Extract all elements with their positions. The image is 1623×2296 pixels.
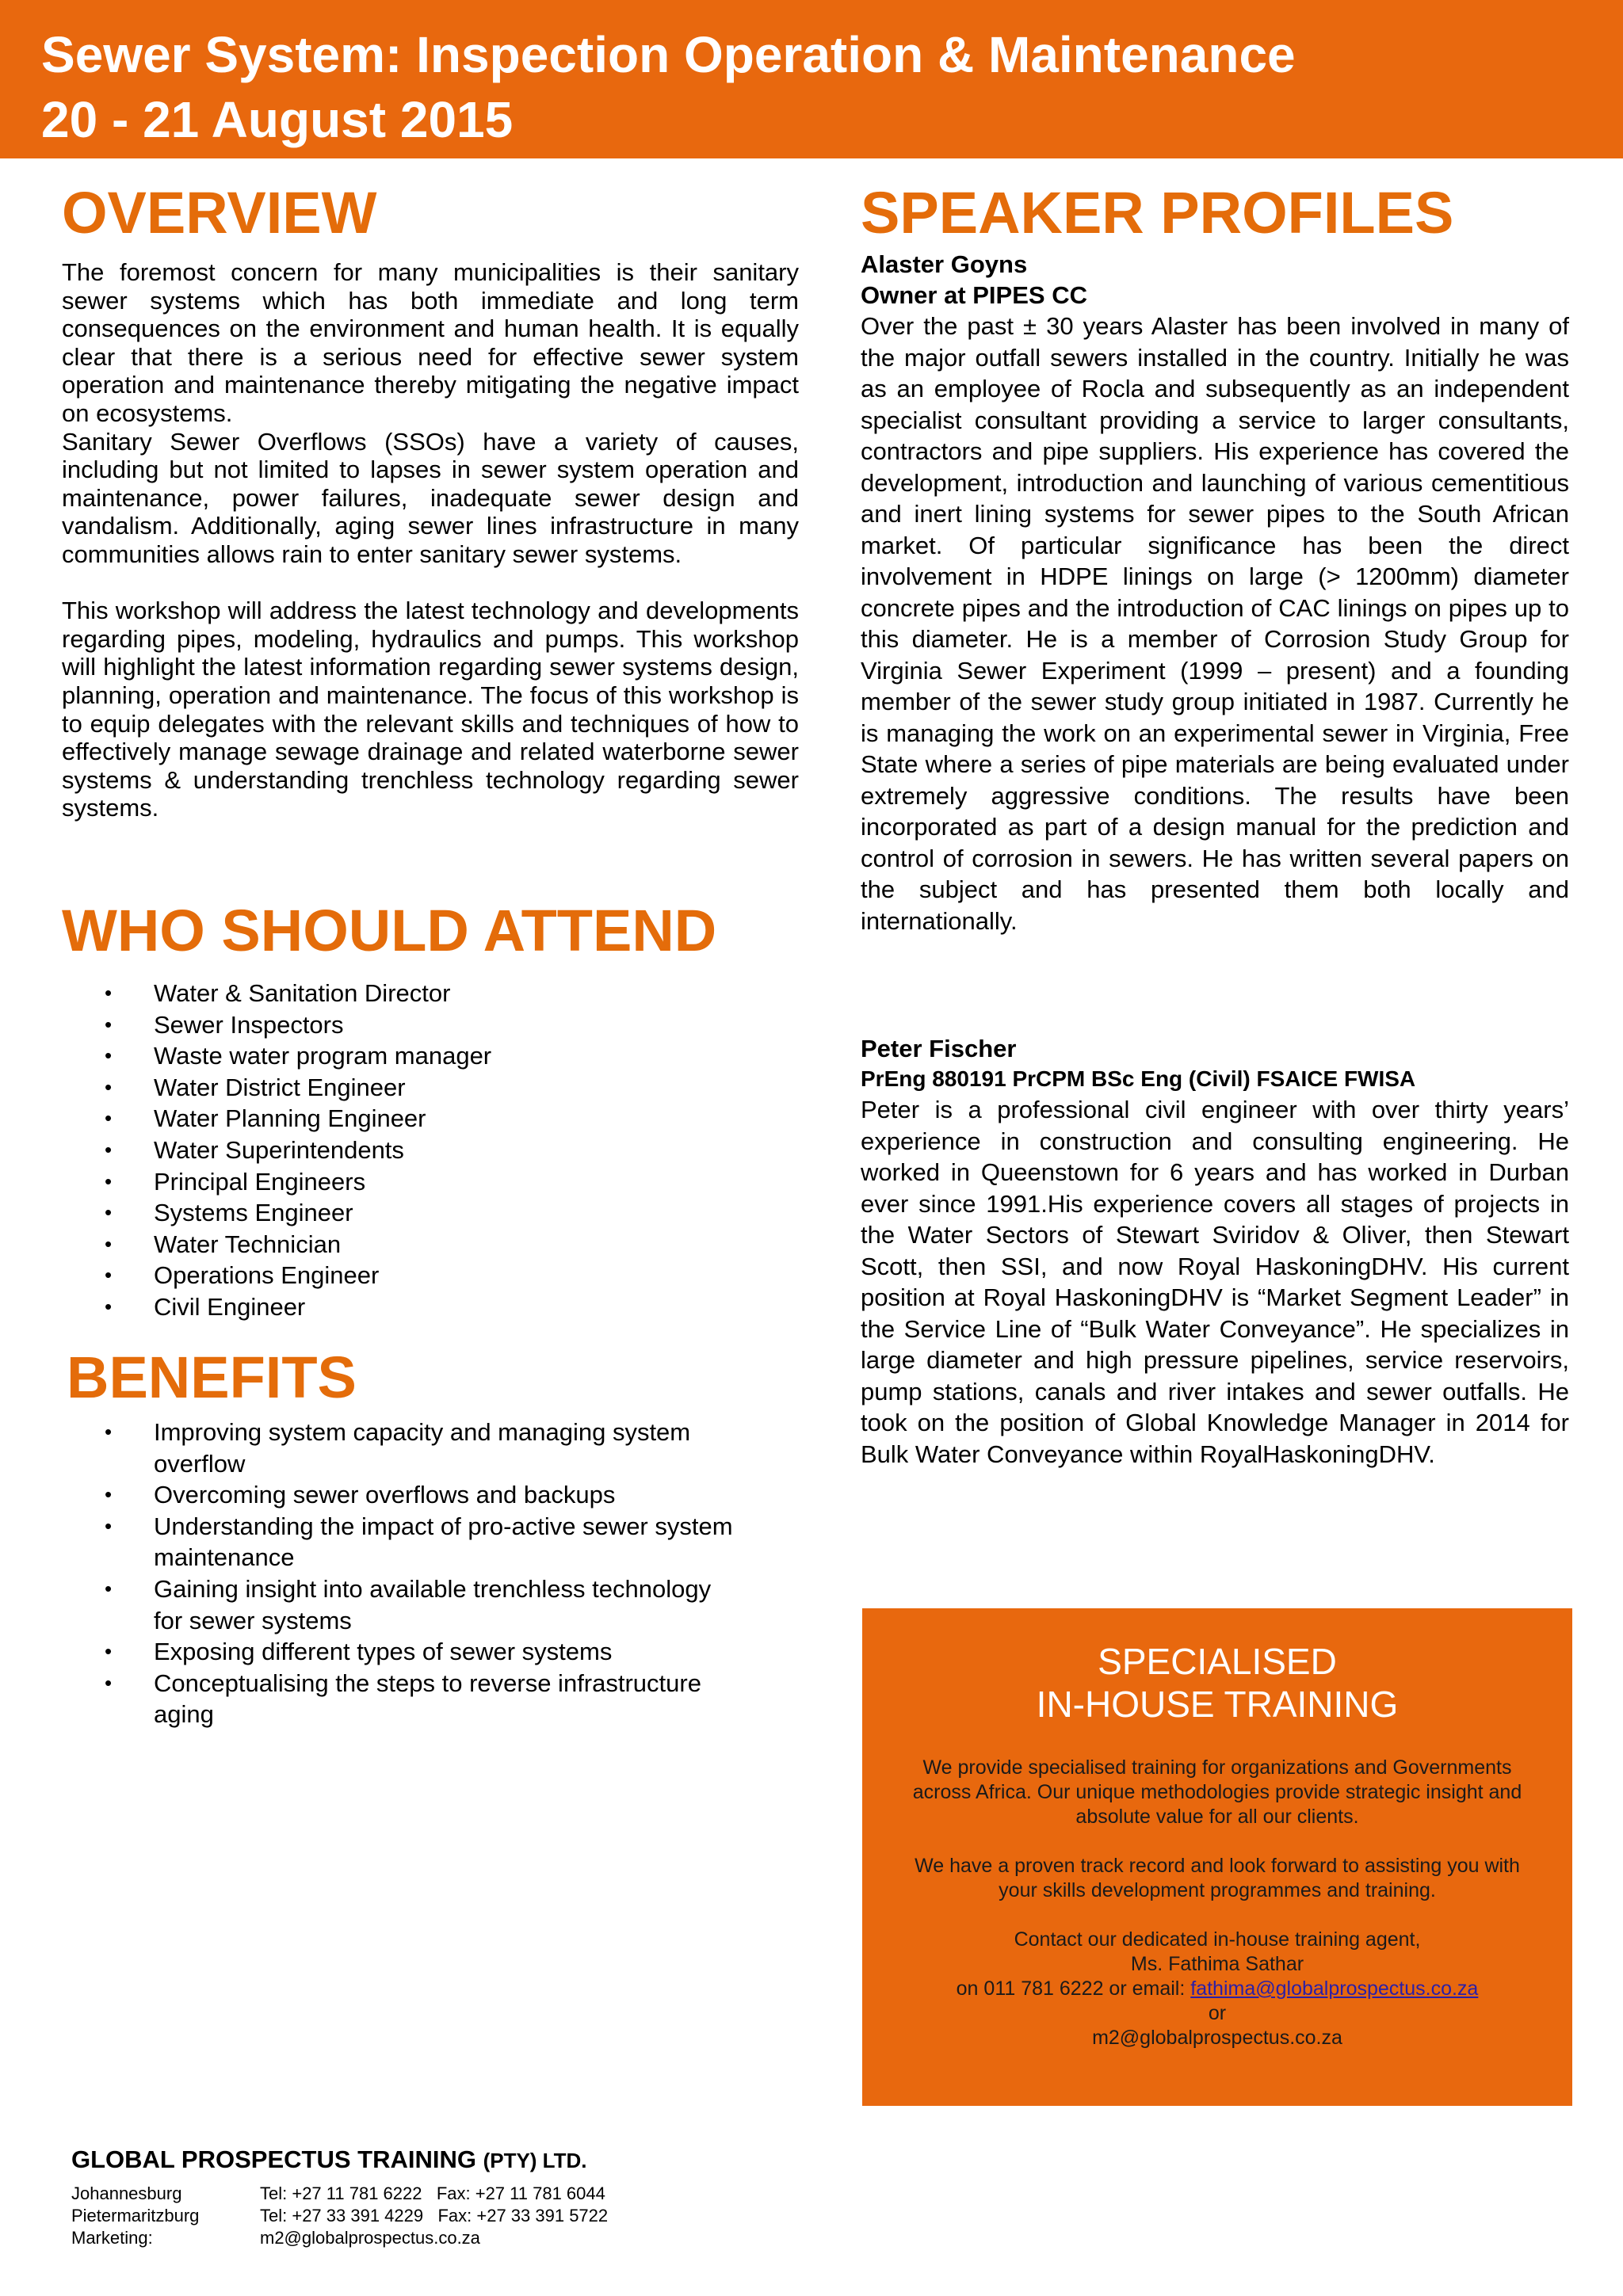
speaker-bio: Peter is a professional civil engineer with over thirty years’ experience in construction and consulting engineering. He worked in Queenstown for 6 years and has worked in Durban ever since 1991.His experience covers all stages of projects in the Water Sectors of Stewart Sviridov & Oliver, then Stewart Scott, then SSI, and now Royal HaskoningDHV. His current position at Royal HaskoningDHV is “Market Segment Leader” in the Service Line of “Bulk Water Conveyance”. He specializes in large diameter and high pressure pipelines, service reservoirs, pump stations, canals and river intakes and sewer outfalls. He took on the position of Global Knowledge Manager in 2014 for Bulk Water Conveyance within RoyalHaskoningDHV. <box>861 1096 1569 1468</box>
list-item: • Principal Engineers <box>62 1166 799 1198</box>
training-or: or <box>1208 2002 1227 2024</box>
event-title: Sewer System: Inspection Operation & Maintenance <box>41 26 1296 83</box>
speaker-bio: Over the past ± 30 years Alaster has been involved in many of the major outfall sewers installed in the country. Initially he was as an employee of Rocla and subsequently as an independent specialist consultant providing a service to larger consultants, contractors and pipe suppliers. His experience has covered the development, introduction and launching of various cementitious and inert lining systems for sewer pipes to the South African market. Of particular significance has been the direct involvement in HDPE linings on large (> 1200mm) diameter concrete pipes and the introduction of CAC linings on pipes up to this diameter. He is a member of Corrosion Study Group for Virginia Sewer Experiment (1999 – present) and a founding member of the sewer study group initiated in 1987. Currently he is managing the work on an experimental sewer in Virginia, Free State where a series of pipe materials are being evaluated under extremely aggressive conditions. The results have been incorporated as part of a design manual for the prediction and control of corrosion in sewers. He has written several papers on the subject and has presented them both locally and internationally. <box>861 312 1569 935</box>
speaker-1 <box>861 249 1569 936</box>
footer-row-johannesburg <box>71 2183 864 2205</box>
benefits-heading: BENEFITS <box>67 1344 357 1410</box>
training-title-line-2: IN-HOUSE TRAINING <box>1036 1684 1399 1725</box>
list-item: • Gaining insight into available trenchless technology for sewer systems <box>62 1573 775 1636</box>
training-email-2: m2@globalprospectus.co.za <box>1092 2027 1342 2049</box>
list-item: • Water District Engineer <box>62 1072 799 1104</box>
speaker-2 <box>861 1033 1569 1470</box>
list-item: • Water Planning Engineer <box>62 1103 799 1135</box>
training-email-link[interactable]: fathima@globalprospectus.co.za <box>1190 1978 1479 2000</box>
training-contact-phone: on 011 781 6222 or email: <box>956 1978 1191 2000</box>
speakers-heading: SPEAKER PROFILES <box>861 180 1454 246</box>
speaker-name: Peter Fischer <box>861 1035 1017 1062</box>
footer <box>71 2144 864 2249</box>
overview-paragraph-1: The foremost concern for many municipalities is their sanitary sewer systems which has both immediate and long term consequences on the environment and human health. It is equally clear that there is a serious need for effective sewer system operation and maintenance thereby mitigating the negative impact on ecosystems. <box>62 258 799 427</box>
attend-list-wrap <box>62 978 799 1323</box>
attend-list <box>62 978 799 1323</box>
list-item: • Water & Sanitation Director <box>62 978 799 1009</box>
benefits-list-wrap <box>62 1417 799 1730</box>
training-contact-line-3 <box>894 1977 1541 2001</box>
event-date: 20 - 21 August 2015 <box>41 91 514 148</box>
list-item: • Sewer Inspectors <box>62 1009 799 1041</box>
benefits-section <box>67 1344 804 1412</box>
footer-contact: Tel: +27 33 391 4229 Fax: +27 33 391 5722 <box>260 2206 609 2225</box>
attend-section <box>62 897 799 965</box>
footer-row-pietermaritzburg <box>71 2205 864 2227</box>
footer-city: Marketing: <box>71 2228 153 2248</box>
list-item: • Overcoming sewer overflows and backups <box>62 1479 775 1511</box>
list-item: • Waste water program manager <box>62 1040 799 1072</box>
title-banner <box>0 0 1623 158</box>
training-paragraph-2: We have a proven track record and look forward to assisting you with your skills development programmes and training. <box>915 1855 1520 1901</box>
inhouse-training-box <box>862 1608 1572 2106</box>
speaker-title: PrEng 880191 PrCPM BSc Eng (Civil) FSAICE FWISA <box>861 1066 1416 1091</box>
list-item: • Exposing different types of sewer systems <box>62 1636 775 1668</box>
list-item: • Water Superintendents <box>62 1135 799 1166</box>
list-item: • Understanding the impact of pro-active sewer system maintenance <box>62 1511 775 1573</box>
overview-paragraph-3: This workshop will address the latest technology and developments regarding pipes, modeling, hydraulics and pumps. This workshop will highlight the latest information regarding sewer systems design, planning, operation and maintenance. The focus of this workshop is to equip delegates with the relevant skills and techniques of how to effectively manage sewage drainage and related waterborne sewer systems & understanding trenchless technology regarding sewer systems. <box>62 597 799 822</box>
training-paragraph-1: We provide specialised training for organizations and Governments across Africa. Our unique methodologies provide strategic insight and absolute value for all our clients. <box>912 1756 1522 1828</box>
list-item: • Civil Engineer <box>62 1291 799 1323</box>
speaker-name: Alaster Goyns <box>861 250 1028 278</box>
footer-contact: m2@globalprospectus.co.za <box>260 2228 480 2248</box>
company-name-main: GLOBAL PROSPECTUS TRAINING <box>71 2145 483 2173</box>
footer-city: Pietermaritzburg <box>71 2206 200 2225</box>
list-item: • Water Technician <box>62 1229 799 1261</box>
footer-row-marketing <box>71 2227 864 2249</box>
overview-heading: OVERVIEW <box>62 180 377 246</box>
company-name <box>71 2144 864 2176</box>
attend-heading: WHO SHOULD ATTEND <box>62 898 717 963</box>
training-contact-name: Ms. Fathima Sathar <box>1130 1953 1304 1975</box>
list-item: • Operations Engineer <box>62 1260 799 1291</box>
overview-section <box>62 179 799 247</box>
footer-contact: Tel: +27 11 781 6222 Fax: +27 11 781 6044 <box>260 2183 605 2203</box>
speakers-section <box>861 179 1569 247</box>
footer-city: Johannesburg <box>71 2183 182 2203</box>
overview-paragraph-2: Sanitary Sewer Overflows (SSOs) have a variety of causes, including but not limited to lapses in sewer system operation and maintenance, power failures, inadequate sewer design and vandalism. Additionally, aging sewer lines infrastructure in many communities allows rain to enter sanitary sewer systems. <box>62 427 799 568</box>
benefits-list <box>62 1417 799 1730</box>
speaker-title: Owner at PIPES CC <box>861 281 1087 309</box>
list-item: • Improving system capacity and managing system overflow <box>62 1417 775 1479</box>
list-item: • Systems Engineer <box>62 1197 799 1229</box>
training-title-line-1: SPECIALISED <box>1098 1641 1337 1682</box>
list-item: • Conceptualising the steps to reverse infrastructure aging <box>62 1668 775 1730</box>
company-suffix: (PTY) LTD. <box>483 2149 587 2172</box>
training-contact-line-1: Contact our dedicated in-house training agent, <box>1014 1928 1421 1951</box>
overview-body <box>62 258 799 822</box>
